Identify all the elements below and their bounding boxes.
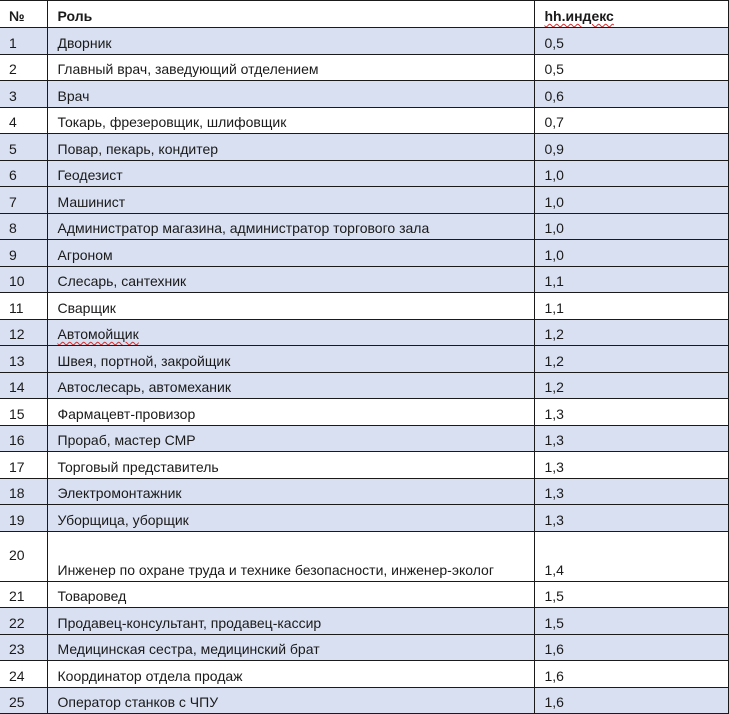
row-role: Врач <box>47 81 534 108</box>
table-row <box>0 81 728 108</box>
row-role: Швея, портной, закройщик <box>47 346 534 373</box>
table-row <box>0 478 728 505</box>
header-index-label: hh.индекс <box>544 8 614 24</box>
row-role: Координатор отдела продаж <box>47 661 534 688</box>
row-role: Медицинская сестра, медицинский брат <box>47 634 534 661</box>
table-row <box>0 372 728 399</box>
row-role: Инженер по охране труда и технике безопасности, инженер-эколог <box>47 531 534 581</box>
table-row <box>0 581 728 608</box>
row-index: 0,7 <box>534 107 728 134</box>
row-index: 1,3 <box>534 478 728 505</box>
row-role: Сварщик <box>47 293 534 320</box>
row-index: 1,6 <box>534 634 728 661</box>
table-row <box>0 634 728 661</box>
row-num: 19 <box>0 505 47 532</box>
row-role: Токарь, фрезеровщик, шлифовщик <box>47 107 534 134</box>
table-row <box>0 240 728 267</box>
row-num: 7 <box>0 187 47 214</box>
table-row <box>0 505 728 532</box>
row-index: 1,1 <box>534 266 728 293</box>
table-row <box>0 531 728 581</box>
header-num: № <box>0 1 47 28</box>
row-index: 1,5 <box>534 608 728 635</box>
row-num: 10 <box>0 266 47 293</box>
table-row <box>0 346 728 373</box>
header-index <box>534 1 728 28</box>
row-index: 1,0 <box>534 187 728 214</box>
header-row <box>0 1 728 28</box>
row-num: 20 <box>0 531 47 581</box>
row-index: 1,2 <box>534 372 728 399</box>
row-num: 13 <box>0 346 47 373</box>
row-role: Повар, пекарь, кондитер <box>47 134 534 161</box>
row-num: 21 <box>0 581 47 608</box>
row-num: 12 <box>0 319 47 346</box>
row-role: Дворник <box>47 28 534 55</box>
row-num: 24 <box>0 661 47 688</box>
row-num: 4 <box>0 107 47 134</box>
row-role: Администратор магазина, администратор торгового зала <box>47 213 534 240</box>
row-num: 22 <box>0 608 47 635</box>
row-role: Слесарь, сантехник <box>47 266 534 293</box>
row-index: 0,5 <box>534 54 728 81</box>
row-role <box>47 319 534 346</box>
row-role: Главный врач, заведующий отделением <box>47 54 534 81</box>
row-index: 1,4 <box>534 531 728 581</box>
row-num: 18 <box>0 478 47 505</box>
row-role: Агроном <box>47 240 534 267</box>
table-row <box>0 28 728 55</box>
row-index: 1,3 <box>534 399 728 426</box>
row-role: Геодезист <box>47 160 534 187</box>
table-row <box>0 608 728 635</box>
row-num: 15 <box>0 399 47 426</box>
table-row <box>0 213 728 240</box>
header-role: Роль <box>47 1 534 28</box>
row-index: 1,2 <box>534 319 728 346</box>
row-role: Электромонтажник <box>47 478 534 505</box>
row-index: 0,5 <box>534 28 728 55</box>
table-row <box>0 107 728 134</box>
row-index: 1,0 <box>534 160 728 187</box>
row-index: 1,0 <box>534 213 728 240</box>
row-index: 0,9 <box>534 134 728 161</box>
row-index: 1,6 <box>534 687 728 714</box>
row-num: 16 <box>0 425 47 452</box>
row-role: Товаровед <box>47 581 534 608</box>
row-role: Уборщица, уборщик <box>47 505 534 532</box>
row-num: 17 <box>0 452 47 479</box>
row-role-label: Автомойщик <box>57 326 139 342</box>
row-num: 23 <box>0 634 47 661</box>
table-row <box>0 452 728 479</box>
row-num: 1 <box>0 28 47 55</box>
table-row <box>0 160 728 187</box>
row-num: 3 <box>0 81 47 108</box>
row-index: 1,3 <box>534 425 728 452</box>
row-role: Автослесарь, автомеханик <box>47 372 534 399</box>
row-num: 2 <box>0 54 47 81</box>
row-role: Продавец-консультант, продавец-кассир <box>47 608 534 635</box>
row-role: Машинист <box>47 187 534 214</box>
row-index: 1,3 <box>534 452 728 479</box>
row-num: 25 <box>0 687 47 714</box>
table-row <box>0 134 728 161</box>
table-row <box>0 54 728 81</box>
row-num: 14 <box>0 372 47 399</box>
row-role: Фармацевт-провизор <box>47 399 534 426</box>
row-index: 1,3 <box>534 505 728 532</box>
row-num: 9 <box>0 240 47 267</box>
row-index: 1,0 <box>534 240 728 267</box>
table-row <box>0 399 728 426</box>
table-row <box>0 687 728 714</box>
table-row <box>0 293 728 320</box>
row-index: 0,6 <box>534 81 728 108</box>
table-row <box>0 187 728 214</box>
row-role: Торговый представитель <box>47 452 534 479</box>
row-num: 11 <box>0 293 47 320</box>
row-role: Прораб, мастер СМР <box>47 425 534 452</box>
row-index: 1,1 <box>534 293 728 320</box>
row-index: 1,6 <box>534 661 728 688</box>
row-num: 6 <box>0 160 47 187</box>
table-row <box>0 266 728 293</box>
table-row <box>0 319 728 346</box>
table-row <box>0 661 728 688</box>
row-index: 1,5 <box>534 581 728 608</box>
table-row <box>0 425 728 452</box>
row-num: 5 <box>0 134 47 161</box>
row-index: 1,2 <box>534 346 728 373</box>
row-role: Оператор станков с ЧПУ <box>47 687 534 714</box>
row-num: 8 <box>0 213 47 240</box>
